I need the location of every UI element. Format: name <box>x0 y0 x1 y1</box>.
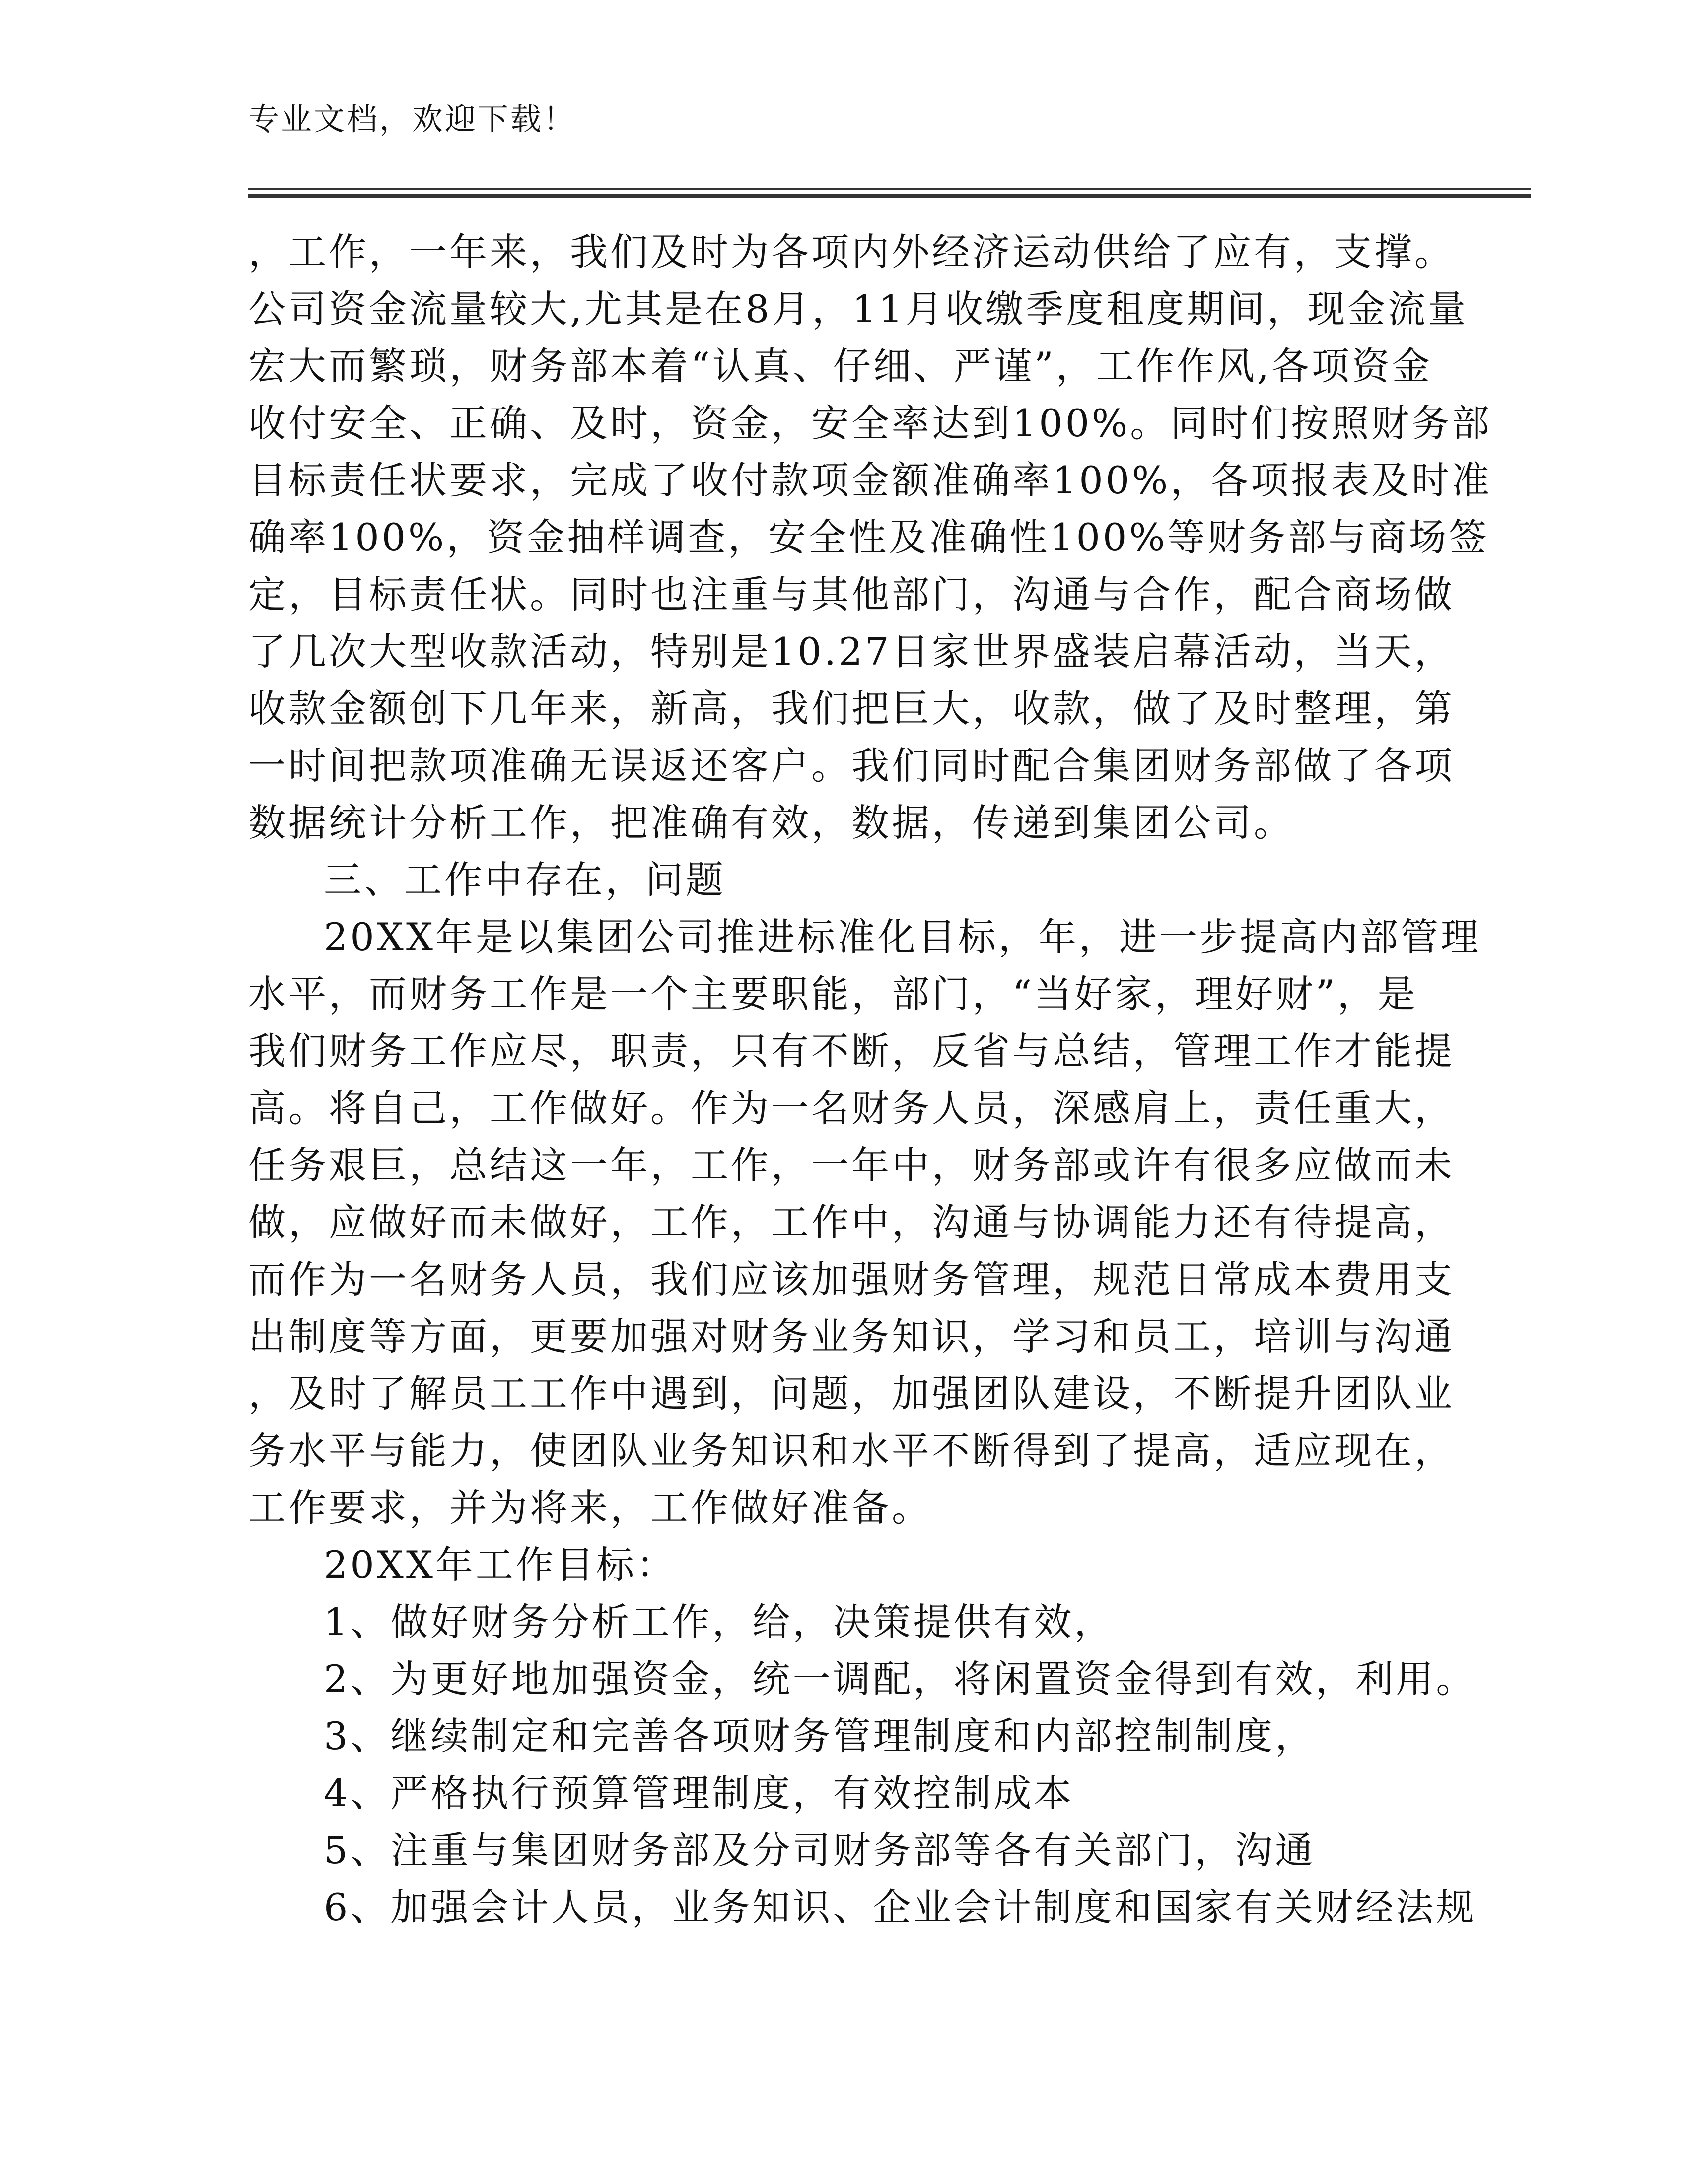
header-rule-thin <box>248 188 1531 190</box>
body-line: 务水平与能力，使团队业务知识和水平不断得到了提高，适应现在， <box>248 1429 1455 1473</box>
body-line: 水平，而财务工作是一个主要职能，部门，“当好家，理好财”，是 <box>248 972 1418 1016</box>
body-line: 高。将自己，工作做好。作为一名财务人员，深感肩上，责任重大， <box>248 1086 1455 1130</box>
body-line: 工作要求，并为将来，工作做好准备。 <box>248 1486 932 1530</box>
goal-item: 2、为更好地加强资金，统一调配，将闲置资金得到有效，利用。 <box>324 1657 1477 1701</box>
body-line: 20XX年是以集团公司推进标准化目标，年，进一步提高内部管理 <box>324 915 1481 959</box>
body-line: 出制度等方面，更要加强对财务业务知识，学习和员工，培训与沟通 <box>248 1314 1455 1359</box>
page-header-text: 专业文档，欢迎下载！ <box>248 101 576 137</box>
body-line: 定，目标责任状。同时也注重与其他部门，沟通与合作，配合商场做 <box>248 572 1455 616</box>
body-line: 了几次大型收款活动，特别是10.27日家世界盛装启幕活动，当天， <box>248 629 1455 674</box>
body-line: 一时间把款项准确无误返还客户。我们同时配合集团财务部做了各项 <box>248 744 1455 788</box>
body-line: 数据统计分析工作，把准确有效，数据，传递到集团公司。 <box>248 801 1294 845</box>
goal-item: 3、继续制定和完善各项财务管理制度和内部控制制度， <box>324 1714 1316 1758</box>
goal-item: 6、加强会计人员，业务知识、企业会计制度和国家有关财经法规 <box>324 1885 1477 1929</box>
body-line: ，及时了解员工工作中遇到，问题，加强团队建设，不断提升团队业 <box>248 1371 1455 1416</box>
goal-item: 1、做好财务分析工作，给，决策提供有效， <box>324 1600 1115 1644</box>
body-line: 我们财务工作应尽，职责，只有不断，反省与总结，管理工作才能提 <box>248 1029 1455 1073</box>
body-line: 宏大而繁琐，财务部本着“认真、仔细、严谨”，工作作风,各项资金 <box>248 344 1432 388</box>
body-line: 收款金额创下几年来，新高，我们把巨大，收款，做了及时整理，第 <box>248 686 1455 731</box>
body-line: 做，应做好而未做好，工作，工作中，沟通与协调能力还有待提高， <box>248 1200 1455 1244</box>
document-body <box>248 223 1492 1936</box>
goals-heading: 20XX年工作目标： <box>324 1543 677 1587</box>
body-line: 收付安全、正确、及时，资金，安全率达到100%。同时们按照财务部 <box>248 401 1492 445</box>
section-heading: 三、工作中存在，问题 <box>324 858 726 902</box>
body-line: 确率100%，资金抽样调查，安全性及准确性100%等财务部与商场签 <box>248 515 1489 559</box>
goal-item: 5、注重与集团财务部及分司财务部等各有关部门，沟通 <box>324 1828 1316 1872</box>
body-line: 而作为一名财务人员，我们应该加强财务管理，规范日常成本费用支 <box>248 1257 1455 1301</box>
header-rule-thick <box>248 194 1531 198</box>
body-line: 目标责任状要求，完成了收付款项金额准确率100%，各项报表及时准 <box>248 458 1492 502</box>
body-line: 任务艰巨，总结这一年，工作，一年中，财务部或许有很多应做而未 <box>248 1143 1455 1187</box>
body-line: 公司资金流量较大,尤其是在8月，11月收缴季度租度期间，现金流量 <box>248 287 1469 331</box>
goal-item: 4、严格执行预算管理制度，有效控制成本 <box>324 1771 1074 1815</box>
body-line: ，工作，一年来，我们及时为各项内外经济运动供给了应有，支撑。 <box>248 230 1455 274</box>
